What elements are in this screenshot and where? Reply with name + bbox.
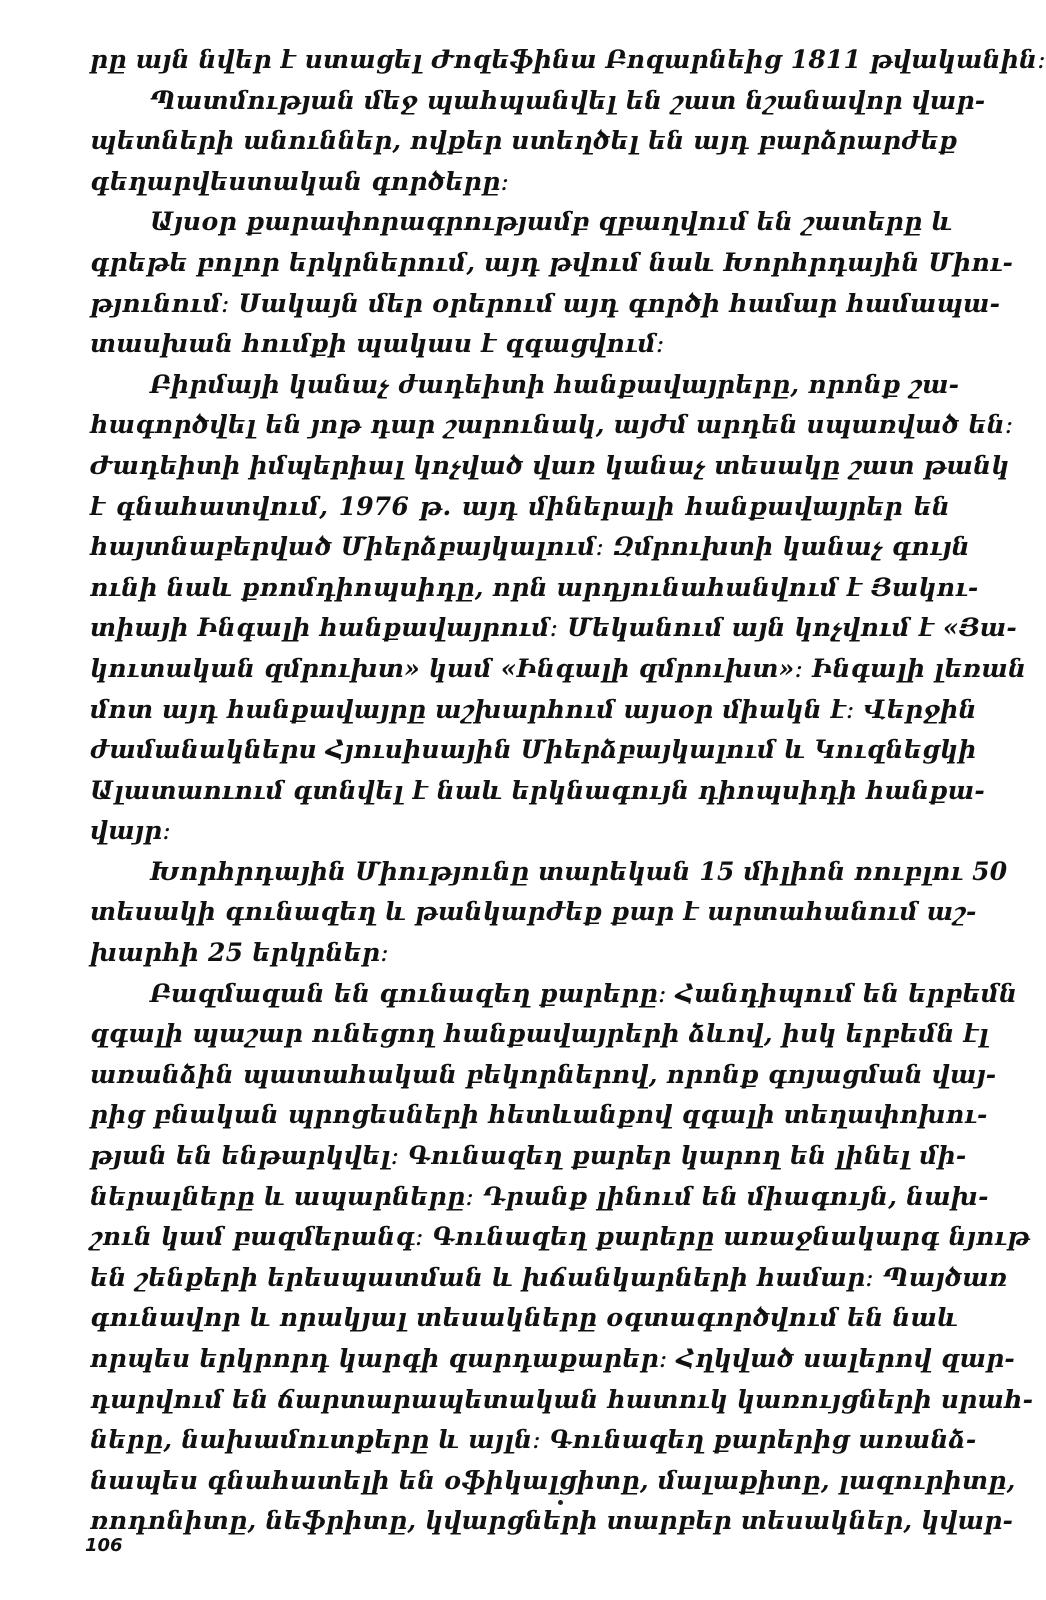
text-line: հայտնաբերված Միերձբայկալում։ Զմրուխտի կանաչ գույն — [90, 532, 970, 562]
text-line: ժամանակներս Հյուսիսային Միերձբայկալում և Կուզնեցկի — [90, 735, 977, 765]
text-line: են շենքերի երեսպատման և խճանկարների համար։ Պայծառ — [90, 1262, 1008, 1292]
text-line: մոտ այդ հանքավայրը աշխարհում այսօր միակն է։ Վերջին — [90, 694, 977, 724]
text-line: գունավոր և որակյալ տեսակները օգտագործվում են նաև — [90, 1303, 959, 1333]
text-line: դարվում են ճարտարապետական հատուկ կառույցների սրահ- — [90, 1384, 1034, 1414]
text-line: րից բնական պրոցեսների հետևանքով զգալի տեղափոխու- — [90, 1100, 988, 1130]
text-body — [90, 40, 1046, 1542]
text-line: գրեթե բոլոր երկրներում, այդ թվում նաև Խորհրդային Միու- — [90, 247, 1014, 277]
text-line: Ալատաուում գտնվել է նաև երկնագույն դիոպսիդի հանքա- — [90, 775, 985, 805]
text-line: թյան են ենթարկվել։ Գունազեղ քարեր կարող են լինել մի- — [90, 1141, 967, 1171]
text-line: է գնահատվում, 1976 թ. այդ միներալի հանքավայրեր են — [90, 491, 950, 521]
text-line: տիայի Ինգալի հանքավայրում։ Մեկանում այն կոչվում է «Յա- — [90, 613, 1017, 643]
text-line: տեսակի գունազեղ և թանկարժեք քար է արտահանում աշ- — [90, 897, 977, 927]
text-line: Բազմազան են գունազեղ քարերը։ Հանդիպում են երբեմն — [150, 978, 1018, 1008]
text-line: պետների անուններ, ովքեր ստեղծել են այդ բարձրարժեք — [90, 126, 958, 156]
text-line: հագործվել են յոթ դար շարունակ, այժմ արդեն սպառված են։ — [90, 410, 1014, 440]
text-line: գեղարվեստական գործերը։ — [90, 166, 510, 196]
text-line: զգալի պաշար ունեցող հանքավայրերի ձևով, իսկ երբեմն էլ — [90, 1019, 989, 1049]
ink-speck — [558, 1500, 563, 1505]
text-line: Խորհրդային Միությունը տարեկան 15 միլիոն ռուբլու 50 — [150, 856, 1008, 886]
text-line: առանձին պատահական բեկորներով, որոնք գոյացման վայ- — [90, 1059, 997, 1089]
text-line: Ժադեիտի իմպերիալ կոչված վառ կանաչ տեսակը շատ թանկ — [90, 450, 1010, 480]
page-number: 106 — [85, 1535, 123, 1556]
text-line: ունի նաև քռոմդիոպսիդը, որն արդյունահանվում է Յակու- — [90, 572, 979, 602]
text-line: ներալները և ապարները։ Դրանք լինում են միագույն, նախ- — [90, 1181, 989, 1211]
text-line: տասխան հումքի պակաս է զգացվում։ — [90, 329, 665, 359]
text-line: Այսօր քարափորագրությամբ զբաղվում են շատերը և — [150, 207, 953, 237]
text-line: որպես երկրորդ կարգի զարդաքարեր։ Հղկված սալերով զար- — [90, 1344, 1016, 1373]
text-line: րը այն նվեր է ստացել Ժոզեֆինա Բոզարնեից 1811 թվականին։ — [90, 45, 1046, 74]
text-line: թյունում։ Սակայն մեր օրերում այդ գործի համար համապա- — [90, 288, 1001, 318]
text-line: շուն կամ բազմերանգ։ Գունազեղ քարերը առաջնակարգ նյութ — [90, 1222, 1031, 1252]
text-line: կուտական զմրուխտ» կամ «Ինգալի զմրուխտ»։ Ինգալի լեռան — [90, 653, 1027, 683]
text-line: ռոդոնիտը, նեֆրիտը, կվարցների տարբեր տեսակներ, կվար- — [90, 1506, 1014, 1536]
text-line: խարհի 25 երկրներ։ — [90, 938, 389, 968]
text-line: վայր։ — [90, 816, 172, 846]
text-line: Պատմության մեջ պահպանվել են շատ նշանավոր վար- — [150, 85, 986, 115]
text-line: նապես գնահատելի են օֆիկալցիտը, մալաքիտը, լազուրիտը, — [90, 1465, 1016, 1495]
text-line: Բիրմայի կանաչ ժադեիտի հանքավայրերը, որոնք շա- — [150, 369, 960, 399]
text-line: ները, նախամուտքերը և այլն։ Գունազեղ քարերից առանձ- — [90, 1425, 977, 1455]
